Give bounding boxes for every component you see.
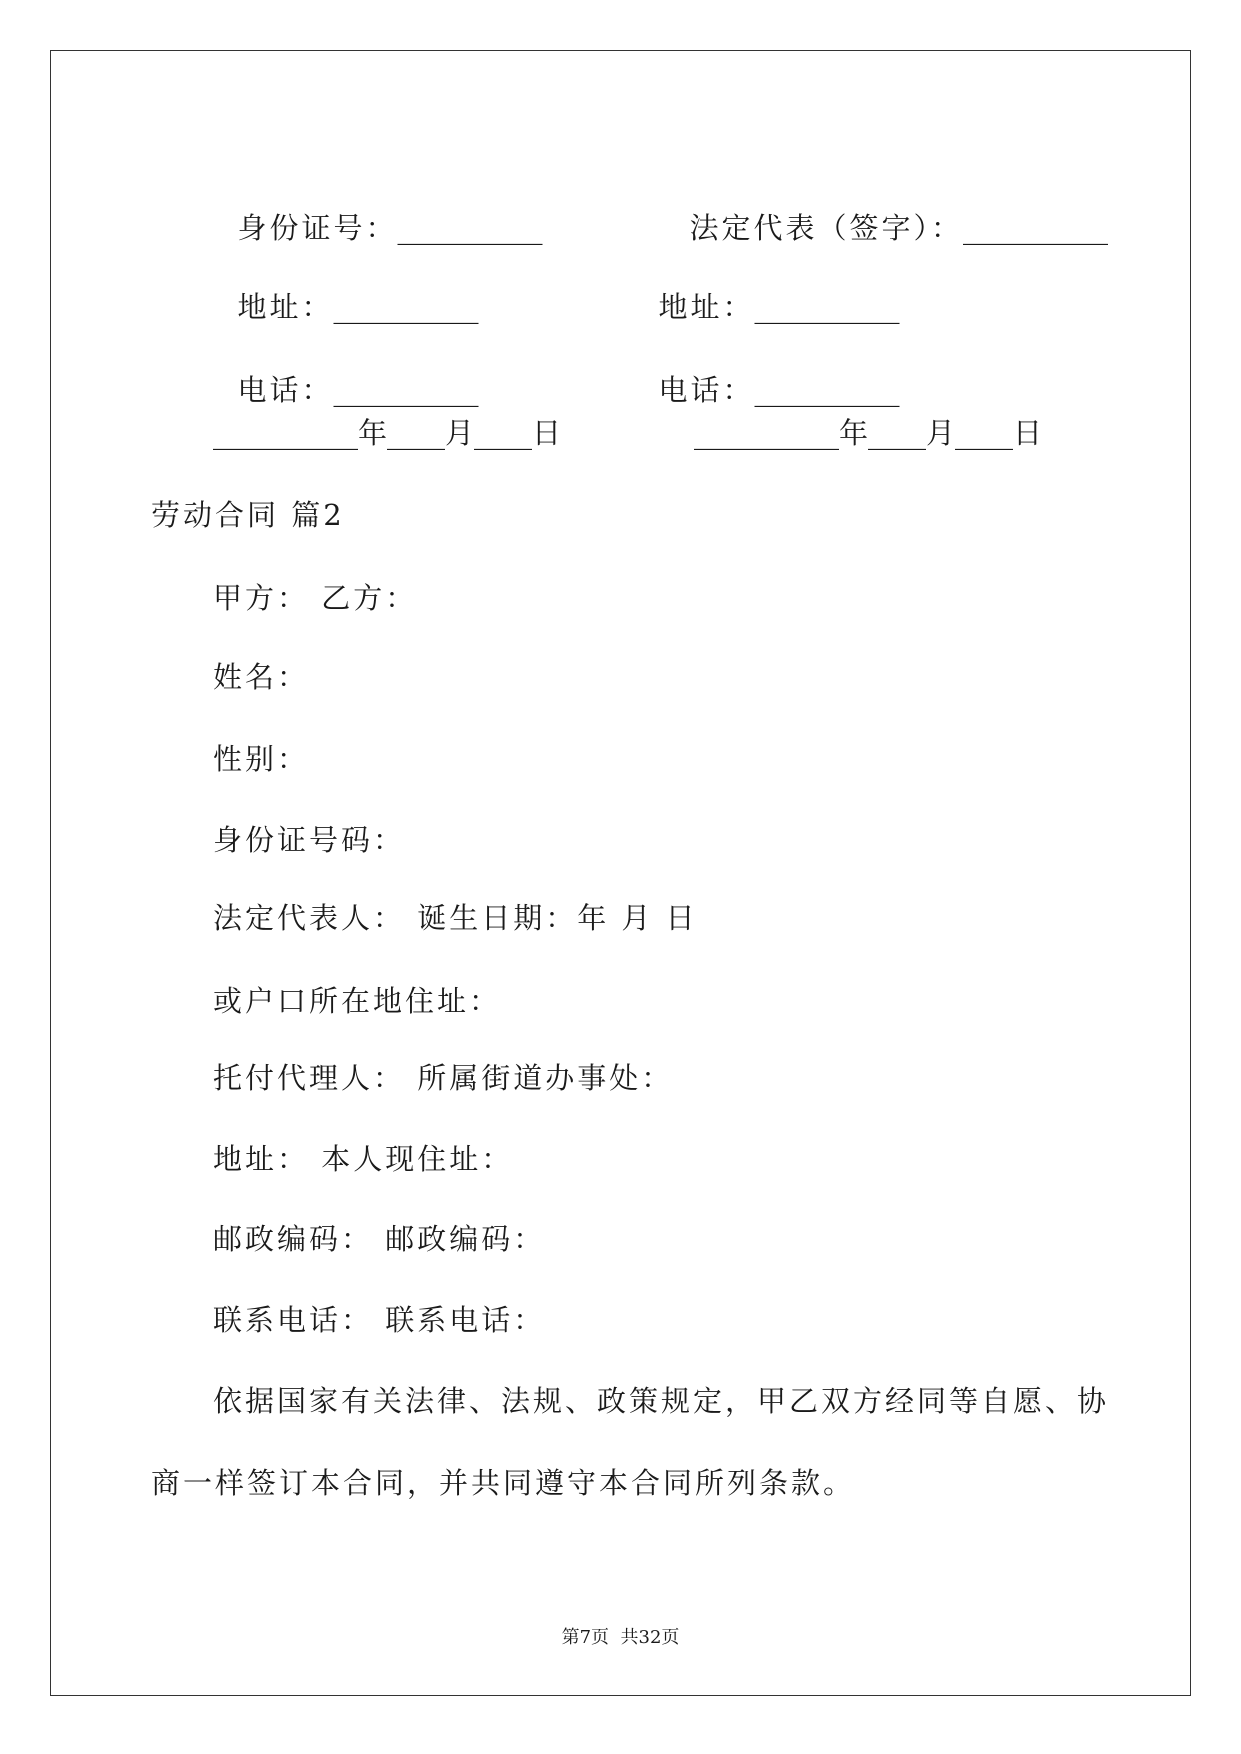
address-left-field: [213, 253, 478, 325]
date-right: __________年____月____日: [694, 416, 1043, 450]
telephone-right-label: 电话：: [658, 373, 755, 407]
address-right-label: 地址：: [658, 290, 755, 324]
gender-line: 性别：: [213, 742, 310, 776]
telephone-left-label: 电话：: [237, 373, 334, 407]
postal-code-line: 邮政编码： 邮政编码：: [213, 1222, 546, 1256]
address-right-field: [634, 253, 899, 325]
address-residence-line: 地址： 本人现住址：: [213, 1142, 514, 1176]
telephone-left-field: [213, 336, 478, 408]
telephone-left-blank: __________: [333, 373, 479, 407]
paragraph-line-2: 商一样签订本合同，并共同遵守本合同所列条款。: [151, 1466, 856, 1500]
page-number: 第7页 共32页: [561, 1627, 680, 1648]
id-number-label: 身份证号：: [237, 211, 398, 245]
agent-subdistrict-line: 托付代理人： 所属街道办事处：: [213, 1061, 674, 1095]
household-address-line: 或户口所在地住址：: [213, 984, 502, 1018]
telephone-right-field: [634, 336, 899, 408]
legal-rep-signature-field: [665, 174, 1108, 246]
telephone-right-blank: __________: [754, 373, 900, 407]
party-a-b-line: 甲方： 乙方：: [213, 581, 418, 615]
id-number-field: [213, 174, 542, 246]
date-left: __________年____月____日: [213, 416, 562, 450]
address-left-blank: __________: [333, 290, 479, 324]
legal-rep-signature-label: 法定代表（签字）：: [689, 211, 963, 245]
legal-rep-signature-blank: __________: [962, 211, 1108, 245]
paragraph-line-1: 依据国家有关法律、法规、政策规定，甲乙双方经同等自愿、协: [213, 1384, 1110, 1418]
section-title: 劳动合同 篇2: [151, 498, 345, 532]
id-number-line: 身份证号码：: [213, 823, 406, 857]
address-left-label: 地址：: [237, 290, 334, 324]
id-number-blank: __________: [397, 211, 543, 245]
contact-phone-line: 联系电话： 联系电话：: [213, 1303, 546, 1337]
name-line: 姓名：: [213, 660, 310, 694]
legal-rep-birth-date-line: 法定代表人： 诞生日期：年 月 日: [213, 901, 698, 935]
address-right-blank: __________: [754, 290, 900, 324]
